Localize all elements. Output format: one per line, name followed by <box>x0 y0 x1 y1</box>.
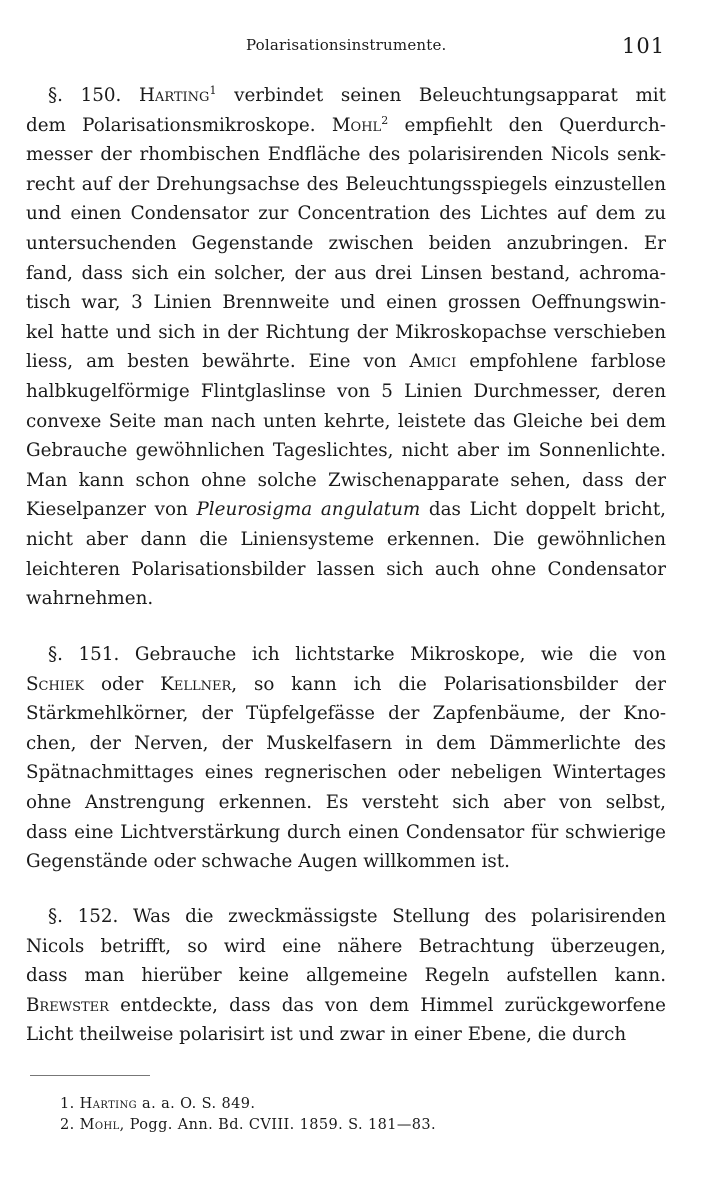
author-name: Kellner <box>160 673 232 695</box>
text-run: entdeckte, dass das von dem Himmel zurückgeworfene <box>108 994 666 1016</box>
text-line <box>26 377 666 407</box>
text-run: , Pogg. Ann. Bd. CVIII. 1859. S. 181—83. <box>119 1117 437 1133</box>
author-name: Harting <box>79 1096 138 1112</box>
text-line <box>26 466 666 496</box>
text-line <box>26 347 666 377</box>
paragraph-152 <box>26 902 666 1050</box>
paragraph <box>26 81 666 614</box>
text-line <box>26 140 666 170</box>
text-run: Stärkmehlkörner, der Tüpfelgefässe der Zapfenbäume, der Kno- <box>26 703 666 725</box>
text-run: Spätnachmittages eines regnerischen oder nebeligen Wintertages <box>26 762 666 784</box>
author-name: Schiek <box>26 673 85 695</box>
text-line <box>26 407 666 437</box>
text-run: Gegenstände oder schwache Augen willkommen ist. <box>26 851 510 873</box>
author-name: Harting <box>138 85 210 106</box>
footnote-ref: 1 <box>209 84 217 97</box>
text-run: leichteren Polarisationsbilder lassen sich auch ohne Condensator <box>26 558 666 580</box>
text-line <box>26 584 666 614</box>
text-line <box>26 640 666 670</box>
footnote-ref: 2 <box>381 113 389 127</box>
text-line <box>26 788 666 818</box>
text-run: liess, am besten bewährte. Eine von <box>26 351 410 373</box>
text-line <box>26 699 666 729</box>
text-line <box>26 495 666 525</box>
text-run: Kieselpanzer von <box>26 499 197 521</box>
paragraph-150 <box>26 81 666 614</box>
text-line <box>26 818 666 848</box>
author-name: Amici <box>409 351 457 373</box>
text-run: ohne Anstrengung erkennen. Es versteht sich aber von selbst, <box>26 791 666 813</box>
text-run: a. a. O. S. 849. <box>137 1096 256 1112</box>
text-line <box>26 436 666 466</box>
text-run: , so kann ich die Polarisationsbilder der <box>231 673 666 695</box>
text-run: Gebrauche gewöhnlichen Tageslichtes, nicht aber im Sonnenlichte. <box>26 440 666 462</box>
footnote <box>60 1094 660 1115</box>
text-run: oder <box>84 673 161 695</box>
text-line <box>26 229 666 259</box>
text-run: 2. <box>60 1117 80 1133</box>
text-run: §. 151. Gebrauche ich lichtstarke Mikroskope, wie die von <box>48 644 666 665</box>
text-run: wahrnehmen. <box>26 588 154 610</box>
text-run: kel hatte und sich in der Richtung der Mikroskopachse verschieben <box>26 321 666 343</box>
text-run: dem Polarisationsmikroskope. <box>26 114 332 136</box>
footnotes <box>60 1094 660 1136</box>
text-line <box>26 847 666 877</box>
text-run: Man kann schon ohne solche Zwischenapparate sehen, dass der <box>26 469 666 491</box>
text-line <box>26 758 666 788</box>
text-line <box>26 259 666 289</box>
paragraph-151 <box>26 640 666 877</box>
text-line <box>26 932 666 962</box>
page-header <box>0 34 709 64</box>
text-run: 1. <box>60 1096 80 1112</box>
text-run: convexe Seite man nach unten kehrte, leistete das Gleiche bei dem <box>26 410 666 432</box>
author-name: Mohl <box>331 114 382 136</box>
author-name: Mohl <box>79 1117 120 1133</box>
text-line <box>26 81 666 111</box>
text-run: untersuchenden Gegenstande zwischen beiden anzubringen. Er <box>26 232 666 254</box>
text-line <box>26 670 666 700</box>
species-name: Pleurosigma angulatum <box>196 499 421 521</box>
text-line <box>26 555 666 585</box>
text-run: §. 150. <box>48 85 139 106</box>
text-line <box>26 170 666 200</box>
text-run: messer der rhombischen Endfläche des polarisirenden Nicols senk- <box>26 144 666 166</box>
text-run: fand, dass sich ein solcher, der aus drei Linsen bestand, achroma- <box>26 262 666 284</box>
text-run: §. 152. Was die zweckmässigste Stellung des polarisirenden <box>48 906 666 927</box>
text-line <box>26 111 666 141</box>
text-run: dass eine Lichtverstärkung durch einen Condensator für schwierige <box>26 821 666 843</box>
text-run: Nicols betrifft, so wird eine nähere Betrachtung überzeugen, <box>26 935 666 957</box>
text-run: nicht aber dann die Liniensysteme erkennen. Die gewöhnlichen <box>26 528 666 550</box>
text-run: verbindet seinen Beleuchtungsapparat mit <box>216 85 666 106</box>
text-line <box>26 525 666 555</box>
text-run: dass man hierüber keine allgemeine Regeln aufstellen kann. <box>26 965 666 987</box>
text-line <box>26 288 666 318</box>
text-run: das Licht doppelt bricht, <box>420 499 666 521</box>
author-name: Brewster <box>26 994 109 1016</box>
text-line <box>26 729 666 759</box>
text-run: und einen Condensator zur Concentration des Lichtes auf dem zu <box>26 203 666 225</box>
page-number: 101 <box>622 34 666 58</box>
text-run: chen, der Nerven, der Muskelfasern in dem Dämmerlichte des <box>26 732 666 754</box>
text-line <box>26 199 666 229</box>
text-run: Licht theilweise polarisirt ist und zwar in einer Ebene, die durch <box>26 1024 627 1046</box>
footnote-divider <box>30 1075 150 1076</box>
paragraph <box>26 640 666 877</box>
text-line <box>26 318 666 348</box>
text-line <box>26 1020 666 1050</box>
text-run: empfohlene farblose <box>456 351 666 373</box>
text-run: tisch war, 3 Linien Brennweite und einen grossen Oeffnungswin- <box>26 292 666 314</box>
text-line <box>26 991 666 1021</box>
paragraph <box>26 902 666 1050</box>
text-run: recht auf der Drehungsachse des Beleuchtungsspiegels einzustellen <box>26 173 666 195</box>
text-run: empfiehlt den Querdurch- <box>388 114 666 136</box>
text-run: halbkugelförmige Flintglaslinse von 5 Linien Durchmesser, deren <box>26 380 666 402</box>
text-line <box>26 961 666 991</box>
footnote <box>60 1115 660 1136</box>
running-title: Polarisationsinstrumente. <box>246 36 447 54</box>
text-line <box>26 902 666 932</box>
